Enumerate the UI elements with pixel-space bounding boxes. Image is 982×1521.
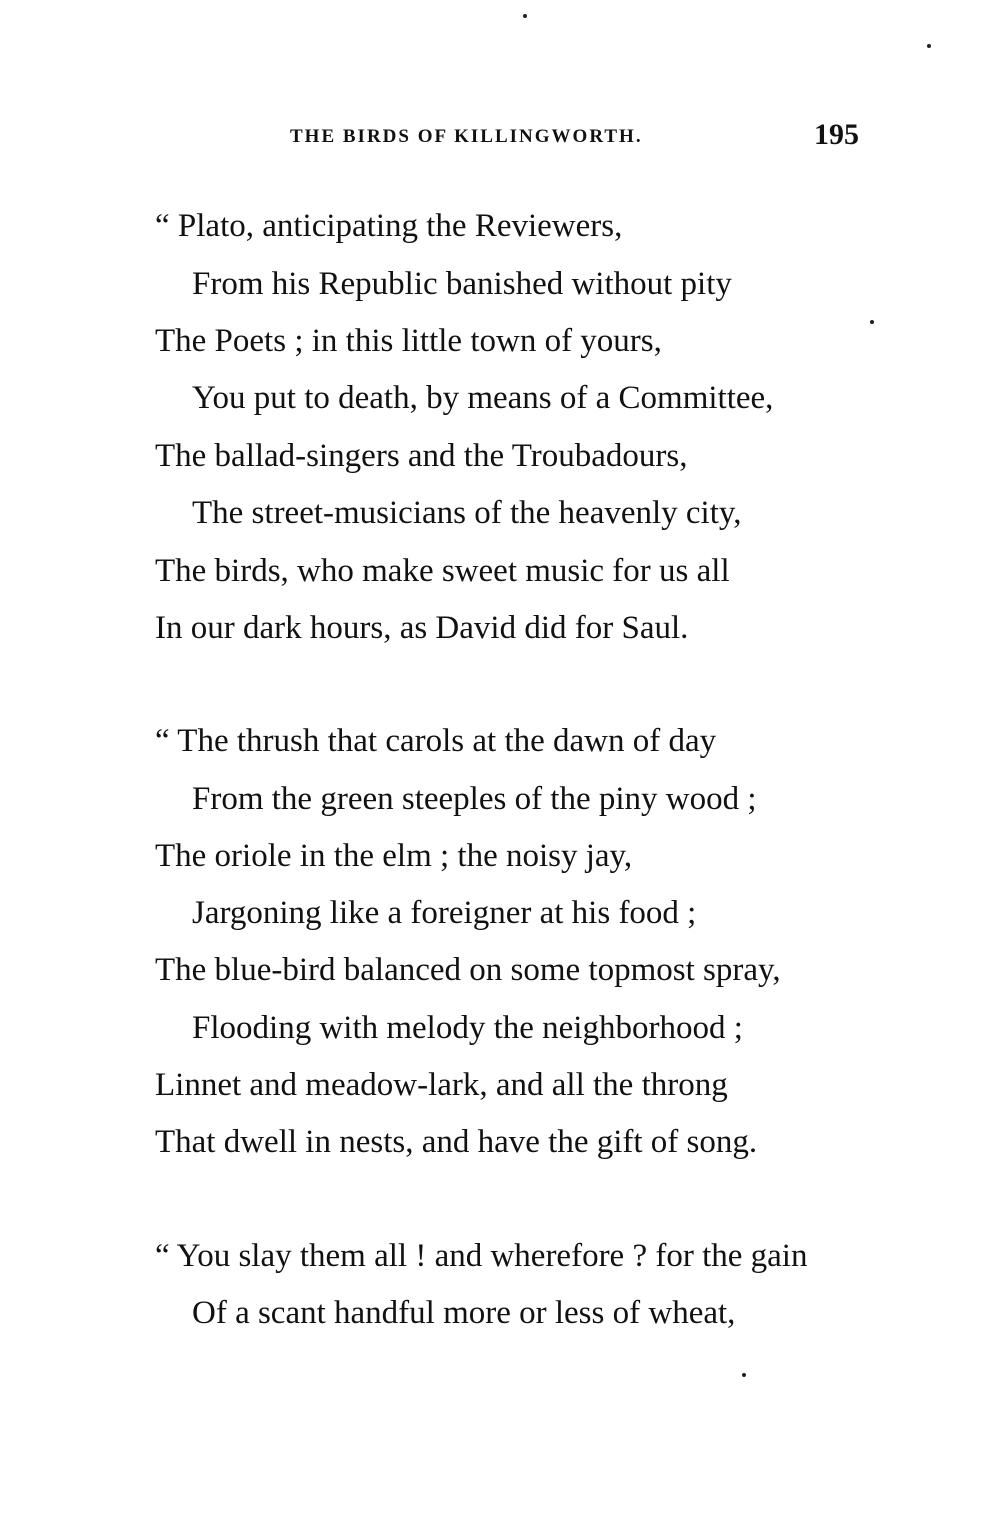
poem-line: Linnet and meadow-lark, and all the throng [155,1067,728,1103]
scan-speck [870,320,874,324]
poem-line: The birds, who make sweet music for us all [155,553,730,589]
poem-line: From his Republic banished without pity [192,266,732,302]
poem-line: The oriole in the elm ; the noisy jay, [155,838,633,874]
page-number: 195 [814,118,859,151]
poem-line: The street-musicians of the heavenly city, [192,495,742,531]
poem-line: You put to death, by means of a Committee, [192,380,774,416]
poem-line: “ The thrush that carols at the dawn of day [155,723,717,759]
page-header [0,118,982,158]
poem-line: Jargoning like a foreigner at his food ; [192,895,697,931]
poem-line: Flooding with melody the neighborhood ; [192,1010,743,1046]
scan-speck [523,14,527,18]
scan-speck [742,1373,746,1377]
running-title: THE BIRDS OF KILLINGWORTH. [290,126,643,147]
poem-line: That dwell in nests, and have the gift of song. [155,1124,758,1160]
poem-line: The Poets ; in this little town of yours, [155,323,662,359]
poem-line: “ You slay them all ! and wherefore ? for the gain [155,1238,808,1274]
poem-line: In our dark hours, as David did for Saul. [155,610,689,646]
poem-line: From the green steeples of the piny wood ; [192,781,757,817]
poem-line: The ballad-singers and the Troubadours, [155,438,688,474]
poem-line: “ Plato, anticipating the Reviewers, [155,208,623,244]
poem-line: Of a scant handful more or less of wheat, [192,1295,736,1331]
scan-speck [927,44,931,48]
poem-line: The blue-bird balanced on some topmost spray, [155,952,781,988]
